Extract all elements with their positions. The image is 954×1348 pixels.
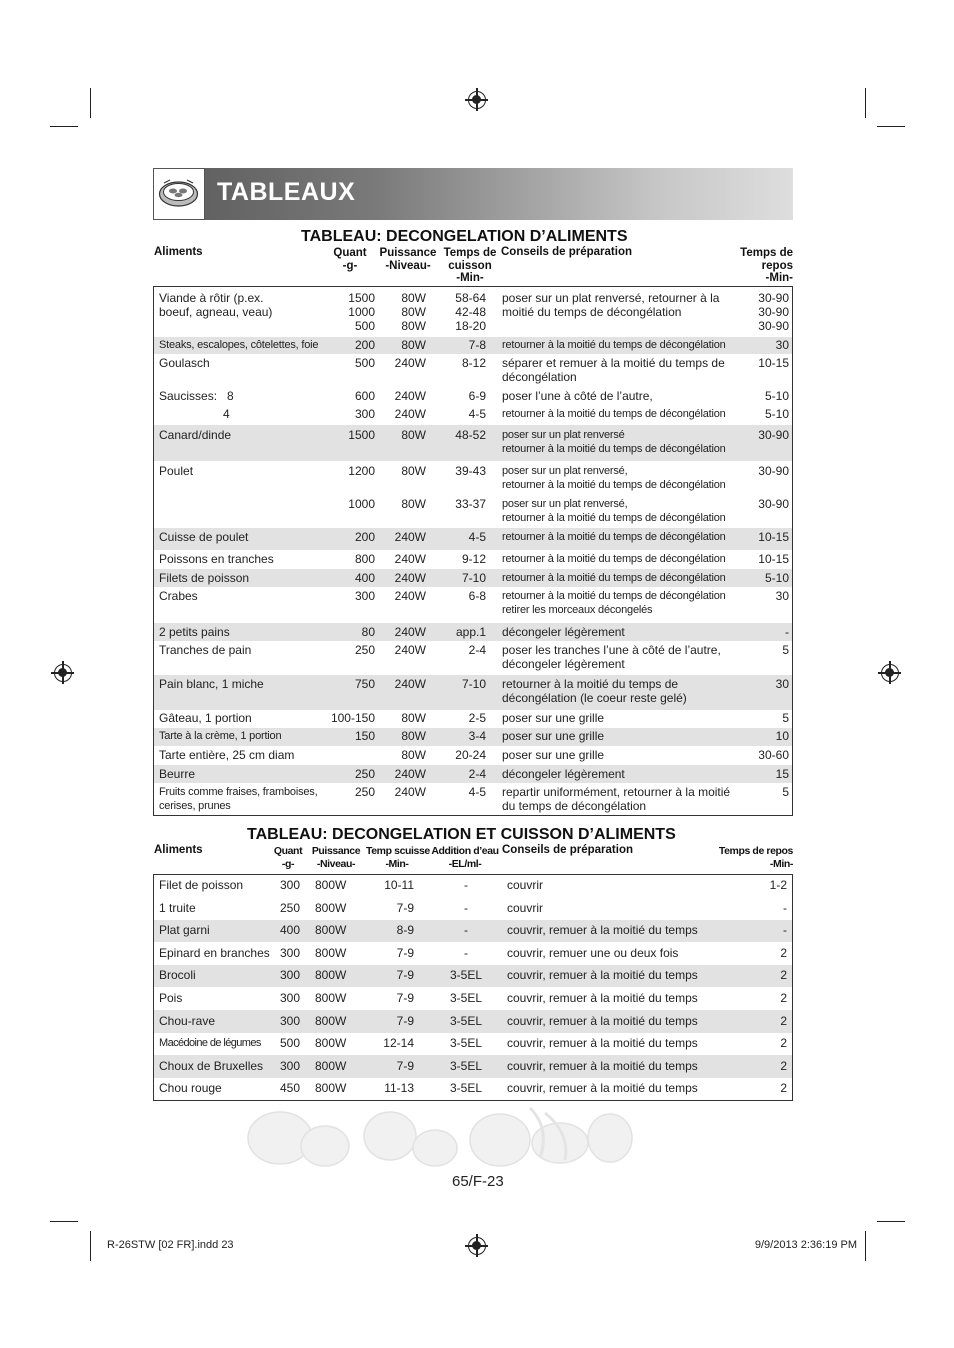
cell-repos: 30-90 30-90 30-90 — [758, 291, 789, 333]
cell-aliment: Steaks, escalopes, côtelettes, foie — [159, 339, 319, 351]
cell-repos: 2 — [780, 1059, 787, 1073]
cell-aliment: Goulasch — [159, 356, 210, 370]
cell-repos: 2 — [780, 991, 787, 1005]
cell-quant: 400 — [354, 571, 375, 585]
table-row — [154, 337, 792, 354]
cell-temps: 2-4 — [468, 767, 486, 781]
cell-conseils: couvrir, remuer à la moitié du temps — [507, 1036, 698, 1050]
cell-puissance: 80W — [401, 464, 426, 478]
cell-conseils: couvrir — [507, 901, 544, 915]
cell-quant: 300 — [279, 991, 300, 1005]
cell-repos: 30 — [775, 338, 789, 352]
table2-header-conseils: Conseils de préparation — [502, 844, 634, 856]
table-row — [154, 920, 792, 942]
footer-filename: R-26STW [02 FR].indd 23 — [107, 1239, 234, 1251]
cell-aliment: Saucisses: 8 — [159, 389, 234, 403]
cell-puissance: 240W — [394, 643, 426, 657]
cell-aliment: Chou-rave — [159, 1014, 216, 1028]
cell-puissance: 240W — [394, 625, 426, 639]
cell-repos: 10-15 — [758, 552, 789, 566]
table-row — [154, 354, 792, 387]
cell-temps: 6-8 — [468, 589, 486, 603]
cell-conseils: retourner à la moitié du temps de décongélation — [502, 531, 726, 543]
cell-aliment: 1 truite — [159, 901, 196, 915]
cell-conseils: couvrir, remuer à la moitié du temps — [507, 1014, 698, 1028]
cell-conseils: poser sur un plat renversé, retourner à la moitié du temps de décongélation — [502, 291, 720, 319]
cell-puissance: 240W — [394, 356, 426, 370]
table-row — [154, 746, 792, 765]
cell-conseils: poser sur un plat renversé, retourner à la moitié du temps de décongélation — [502, 465, 726, 491]
crop-mark — [50, 1221, 78, 1222]
table-row — [154, 987, 792, 1010]
cell-conseils: poser sur un plat renversé, retourner à la moitié du temps de décongélation — [502, 498, 726, 524]
cell-temps: 2-5 — [468, 711, 486, 725]
footer-timestamp: 9/9/2013 2:36:19 PM — [754, 1239, 857, 1251]
table1-title: TABLEAU: DECONGELATION D’ALIMENTS — [301, 228, 628, 245]
cell-temps: 8-9 — [396, 923, 414, 937]
cell-conseils: poser sur une grille — [502, 748, 605, 762]
cell-conseils: décongeler légèrement — [502, 625, 625, 639]
cell-temps: 4-5 — [468, 407, 486, 421]
cell-repos: 30-90 — [758, 497, 789, 511]
cell-temps: 7-9 — [396, 1014, 414, 1028]
cell-quant: 400 — [279, 923, 300, 937]
cell-puissance: 800W — [315, 991, 347, 1005]
crop-mark — [877, 1221, 905, 1222]
cell-repos: 1-2 — [769, 878, 787, 892]
cell-puissance: 240W — [394, 552, 426, 566]
cell-puissance: 80W — [401, 497, 426, 511]
table-row — [154, 550, 792, 569]
cell-temps: 33-37 — [455, 497, 486, 511]
cell-temps: 7-9 — [396, 946, 414, 960]
table1 — [153, 286, 793, 816]
cell-conseils: poser l’une à côté de l’autre, — [502, 389, 653, 403]
cell-temps: 20-24 — [455, 748, 486, 762]
cell-quant: 300 — [279, 878, 300, 892]
cell-quant: 250 — [354, 643, 375, 657]
cell-aliment: Viande à rôtir (p.ex. boeuf, agneau, veau) — [159, 291, 273, 319]
cell-aliment: Filet de poisson — [159, 878, 244, 892]
cell-quant: 250 — [279, 901, 300, 915]
cell-aliment: Tarte à la crème, 1 portion — [159, 730, 282, 742]
cell-conseils: poser les tranches l’une à côté de l’autre, décongeler légèrement — [502, 643, 721, 671]
table-row — [154, 528, 792, 550]
cell-repos: 10 — [775, 729, 789, 743]
cell-temps: 39-43 — [455, 464, 486, 478]
cell-quant: 300 — [354, 589, 375, 603]
cell-repos: - — [783, 901, 787, 915]
table-row — [154, 675, 792, 710]
cell-puissance: 240W — [394, 767, 426, 781]
table-row — [154, 1010, 792, 1033]
cell-temps: 58-64 42-48 18-20 — [455, 291, 486, 333]
cell-aliment: Choux de Bruxelles — [159, 1059, 264, 1073]
cell-eau: - — [464, 923, 468, 937]
cell-puissance: 80W — [401, 748, 426, 762]
table-row — [154, 1055, 792, 1078]
table-row — [154, 461, 792, 494]
oven-dish-icon — [153, 168, 205, 220]
cell-puissance: 800W — [315, 946, 347, 960]
cell-quant: 200 — [354, 338, 375, 352]
cell-temps: 7-9 — [396, 901, 414, 915]
cell-temps: 7-9 — [396, 1059, 414, 1073]
cell-repos: 15 — [775, 767, 789, 781]
cell-eau: 3-5EL — [449, 1059, 483, 1073]
cell-puissance: 80W — [401, 428, 426, 442]
cell-repos: 30-90 — [758, 464, 789, 478]
cell-aliment: Brocoli — [159, 968, 196, 982]
table2-header-aliments: Aliments — [154, 844, 203, 856]
cell-aliment: Cuisse de poulet — [159, 530, 249, 544]
registration-mark-icon — [54, 664, 72, 682]
cell-quant: 200 — [354, 530, 375, 544]
cell-temps: 7-10 — [461, 677, 486, 691]
table-row — [154, 1078, 792, 1100]
table1-header-quant: Quant -g- — [333, 247, 367, 272]
cell-puissance: 240W — [394, 407, 426, 421]
cell-puissance: 800W — [315, 1014, 347, 1028]
cell-aliment: Pain blanc, 1 miche — [159, 677, 264, 691]
table-row — [154, 897, 792, 920]
cell-temps: 7-8 — [468, 338, 486, 352]
cell-quant: 450 — [279, 1081, 300, 1095]
crop-mark — [865, 88, 866, 118]
cell-puissance: 240W — [394, 389, 426, 403]
cell-temps: 10-11 — [384, 878, 414, 892]
cell-aliment: Gâteau, 1 portion — [159, 711, 252, 725]
cell-quant: 800 — [354, 552, 375, 566]
cell-repos: 5-10 — [764, 407, 789, 421]
cell-quant: 150 — [354, 729, 375, 743]
cell-temps: 7-9 — [396, 968, 414, 982]
cell-puissance: 800W — [315, 1059, 347, 1073]
cell-eau: - — [464, 878, 468, 892]
cell-quant: 1500 — [348, 428, 375, 442]
cell-conseils: couvrir, remuer à la moitié du temps — [507, 1081, 698, 1095]
cell-conseils: poser sur un plat renversé retourner à la moitié du temps de décongélation — [502, 429, 726, 455]
cell-conseils: retourner à la moitié du temps de décongélation — [502, 572, 726, 584]
table1-header-temps: Temps de cuisson -Min- — [443, 247, 497, 284]
cell-conseils: couvrir, remuer à la moitié du temps — [507, 1059, 698, 1073]
table-row — [154, 1033, 792, 1055]
cell-puissance: 80W — [401, 729, 426, 743]
cell-temps: 9-12 — [461, 552, 486, 566]
cell-eau: 3-5EL — [449, 1014, 483, 1028]
cell-aliment: Chou rouge — [159, 1081, 222, 1095]
cell-conseils: couvrir, remuer à la moitié du temps — [507, 991, 698, 1005]
cell-aliment: Epinard en branches — [159, 946, 270, 960]
page-title: TABLEAUX — [217, 178, 356, 206]
table2-title: TABLEAU: DECONGELATION ET CUISSON D’ALIMENTS — [247, 826, 676, 843]
table-row — [154, 387, 792, 405]
cell-puissance: 800W — [315, 923, 347, 937]
cell-puissance: 240W — [394, 677, 426, 691]
cell-temps: 4-5 — [468, 785, 486, 799]
cell-quant: 300 — [279, 1014, 300, 1028]
cell-quant: 250 — [354, 785, 375, 799]
cell-conseils: couvrir, remuer à la moitié du temps — [507, 968, 698, 982]
registration-mark-icon — [468, 1237, 486, 1255]
cell-aliment: Fruits comme fraises, framboises, cerises, prunes — [159, 786, 318, 812]
cell-aliment: 2 petits pains — [159, 625, 230, 639]
cell-puissance: 240W — [394, 530, 426, 544]
cell-temps: 11-13 — [384, 1081, 414, 1095]
cell-aliment: Tarte entière, 25 cm diam — [159, 748, 295, 762]
table-row — [154, 587, 792, 623]
table-row — [154, 287, 792, 337]
cell-conseils: couvrir, remuer une ou deux fois — [507, 946, 679, 960]
cell-quant: 300 — [279, 968, 300, 982]
cell-conseils: séparer et remuer à la moitié du temps de décongélation — [502, 356, 725, 384]
cell-temps: 7-10 — [461, 571, 486, 585]
cell-quant: 300 — [279, 946, 300, 960]
cell-aliment: Plat garni — [159, 923, 210, 937]
cell-repos: 5-10 — [764, 571, 789, 585]
cell-puissance: 240W — [394, 589, 426, 603]
registration-mark-icon — [468, 91, 486, 109]
cell-quant: 500 — [354, 356, 375, 370]
cell-quant: 750 — [354, 677, 375, 691]
table-row — [154, 623, 792, 641]
cell-eau: - — [464, 901, 468, 915]
cell-aliment: Beurre — [159, 767, 196, 781]
cell-puissance: 240W — [394, 571, 426, 585]
cell-aliment: Tranches de pain — [159, 643, 252, 657]
cell-aliment: 4 — [223, 407, 230, 421]
crop-mark — [50, 126, 78, 127]
table1-header-repos: Temps de repos -Min- — [740, 247, 793, 284]
cell-puissance: 80W — [401, 711, 426, 725]
cell-quant: 500 — [279, 1036, 300, 1050]
table-row — [154, 965, 792, 987]
cell-quant: 300 — [354, 407, 375, 421]
table1-header-conseils: Conseils de préparation — [501, 246, 633, 258]
cell-eau: 3-5EL — [449, 991, 483, 1005]
table-row — [154, 728, 792, 746]
cell-temps: app.1 — [455, 625, 486, 639]
cell-aliment: Macédoine de légumes — [159, 1037, 261, 1049]
cell-repos: 2 — [780, 1081, 787, 1095]
table2-header-eau: Addition d’eau -EL/ml- — [431, 845, 499, 870]
cell-quant: 1000 — [348, 497, 375, 511]
cell-conseils: retourner à la moitié du temps de décongélation — [502, 553, 726, 565]
cell-aliment: Canard/dinde — [159, 428, 232, 442]
table2-header-puissance: Puissance -Niveau- — [311, 845, 361, 870]
table-row — [154, 942, 792, 965]
cell-aliment: Poissons en tranches — [159, 552, 274, 566]
cell-puissance: 800W — [315, 1036, 347, 1050]
crop-mark — [90, 1231, 91, 1261]
cell-puissance: 800W — [315, 901, 347, 915]
cell-repos: 30 — [775, 589, 789, 603]
cell-eau: 3-5EL — [449, 968, 483, 982]
cell-repos: 2 — [780, 1014, 787, 1028]
cell-aliment: Crabes — [159, 589, 198, 603]
cell-repos: 5 — [782, 785, 789, 799]
cell-temps: 6-9 — [468, 389, 486, 403]
cell-conseils: décongeler légèrement — [502, 767, 625, 781]
cell-puissance: 240W — [394, 785, 426, 799]
cell-conseils: retourner à la moitié du temps de décongélation — [502, 339, 726, 351]
cell-quant: 600 — [354, 389, 375, 403]
cell-conseils: couvrir, remuer à la moitié du temps — [507, 923, 698, 937]
table1-header-aliments: Aliments — [154, 246, 203, 258]
cell-eau: - — [464, 946, 468, 960]
table-row — [154, 875, 792, 897]
cell-repos: 5-10 — [764, 389, 789, 403]
cell-repos: 2 — [780, 946, 787, 960]
cell-temps: 3-4 — [468, 729, 486, 743]
cell-repos: 2 — [780, 968, 787, 982]
cell-quant: 100-150 — [330, 711, 375, 725]
table-row — [154, 425, 792, 461]
cell-repos: 10-15 — [758, 356, 789, 370]
cell-aliment: Poulet — [159, 464, 194, 478]
table2 — [153, 874, 793, 1101]
table-row — [154, 783, 792, 816]
crop-mark — [90, 88, 91, 118]
cell-repos: 30 — [775, 677, 789, 691]
crop-mark — [865, 1231, 866, 1261]
cell-repos: 2 — [780, 1036, 787, 1050]
cell-temps: 48-52 — [455, 428, 486, 442]
cell-puissance: 80W 80W 80W — [401, 291, 426, 333]
crop-mark — [877, 126, 905, 127]
cell-conseils: poser sur une grille — [502, 729, 605, 743]
cell-quant: 1500 1000 500 — [348, 291, 375, 333]
cell-puissance: 80W — [401, 338, 426, 352]
table-row — [154, 710, 792, 728]
table-row — [154, 641, 792, 675]
cell-quant: 300 — [279, 1059, 300, 1073]
registration-mark-icon — [881, 664, 899, 682]
cell-repos: - — [785, 625, 789, 639]
cell-aliment: Pois — [159, 991, 183, 1005]
cell-aliment: Filets de poisson — [159, 571, 250, 585]
cell-temps: 8-12 — [461, 356, 486, 370]
table-row — [154, 405, 792, 425]
table2-header-quant: Quant -g- — [273, 845, 303, 870]
page-number: 65/F-23 — [452, 1173, 504, 1190]
cell-puissance: 800W — [315, 968, 347, 982]
cell-quant: 1200 — [348, 464, 375, 478]
cell-conseils: retourner à la moitié du temps de décongélation (le coeur reste gelé) — [502, 677, 687, 705]
cell-repos: 30-60 — [758, 748, 789, 762]
cell-quant: 250 — [354, 767, 375, 781]
cell-repos: 5 — [782, 643, 789, 657]
cell-conseils: retourner à la moitié du temps de décongélation retirer les morceaux décongelés — [502, 590, 726, 616]
cell-temps: 12-14 — [383, 1036, 414, 1050]
table-row — [154, 765, 792, 783]
cell-conseils: repartir uniformément, retourner à la moitié du temps de décongélation — [502, 785, 731, 813]
cell-puissance: 800W — [315, 878, 347, 892]
cell-repos: 10-15 — [758, 530, 789, 544]
vegetables-illustration — [230, 1098, 650, 1178]
cell-quant: 80 — [361, 625, 375, 639]
cell-repos: 5 — [782, 711, 789, 725]
cell-conseils: couvrir — [507, 878, 544, 892]
cell-conseils: retourner à la moitié du temps de décongélation — [502, 408, 726, 420]
cell-temps: 7-9 — [396, 991, 414, 1005]
cell-puissance: 800W — [315, 1081, 347, 1095]
table2-header-temps: Temp scuisse -Min- — [366, 845, 430, 870]
cell-repos: - — [783, 923, 787, 937]
cell-repos: 30-90 — [758, 428, 789, 442]
table-row — [154, 494, 792, 528]
table2-header-repos: Temps de repos -Min- — [718, 845, 793, 870]
cell-eau: 3-5EL — [449, 1081, 483, 1095]
table1-header-puissance: Puissance -Niveau- — [379, 247, 437, 272]
table-row — [154, 569, 792, 587]
cell-conseils: poser sur une grille — [502, 711, 605, 725]
cell-temps: 2-4 — [468, 643, 486, 657]
cell-temps: 4-5 — [468, 530, 486, 544]
cell-eau: 3-5EL — [449, 1036, 483, 1050]
